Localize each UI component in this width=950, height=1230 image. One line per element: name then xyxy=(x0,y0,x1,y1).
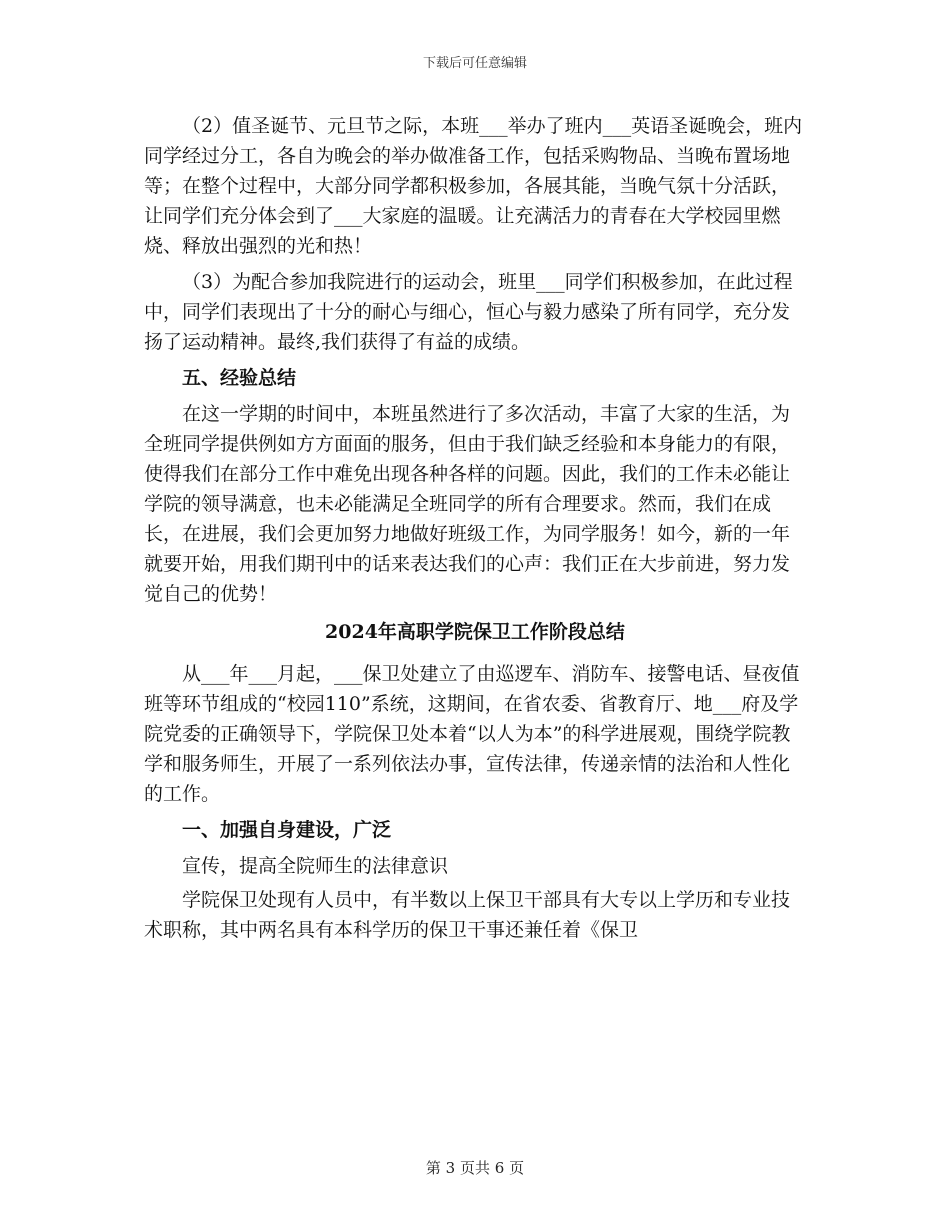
subheading-legal-awareness: 宣传，提高全院师生的法律意识 xyxy=(182,855,449,877)
document-title: 2024年高职学院保卫工作阶段总结 xyxy=(325,621,625,643)
document-body xyxy=(144,111,806,945)
heading-self-construction: 一、加强自身建设，广泛 xyxy=(182,819,392,841)
page-header: 下载后可任意编辑 xyxy=(422,56,527,71)
paragraph-security-staff: 学院保卫处现有人员中，有半数以上保卫干部具有大专以上学历和专业技术职称，其中两名具有本科学历的保卫干事还兼任着《保卫 xyxy=(144,889,791,941)
paragraph-sports-meeting: （3）为配合参加我院进行的运动会，班里___同学们积极参加，在此过程中，同学们表现出了十分的耐心与细心，恒心与毅力感染了所有同学，充分发扬了运动精神。最终,我们获得了有益的成绩。 xyxy=(144,271,793,353)
paragraph-security-intro: 从___年___月起，___保卫处建立了由巡逻车、消防车、接警电话、昼夜值班等环节组成的“校园110”系统，这期间，在省农委、省教育厅、地___府及学院党委的正确领导下，学院保卫处本着“以人为本”的科学进展观，围绕学院教学和服务师生，开展了一系列依法办事，宣传法律，传递亲情的法治和人性化的工作。 xyxy=(144,663,800,805)
paragraph-christmas-party: （2）值圣诞节、元旦节之际，本班___举办了班内___英语圣诞晚会，班内同学经过分工，各自为晚会的举办做准备工作，包括采购物品、当晚布置场地等；在整个过程中，大部分同学都积极参加，各展其能，当晚气氛十分活跃，让同学们充分体会到了___大家庭的温暖。让充满活力的青春在大学校园里燃烧、释放出强烈的光和热！ xyxy=(144,115,803,257)
page-footer: 第 3 页共 6 页 xyxy=(425,1159,525,1177)
heading-experience-summary: 五、经验总结 xyxy=(182,367,297,389)
paragraph-experience-summary: 在这一学期的时间中，本班虽然进行了多次活动，丰富了大家的生活，为全班同学提供例如方方面面的服务，但由于我们缺乏经验和本身能力的有限，使得我们在部分工作中难免出现各种各样的问题。因此，我们的工作未必能让学院的领导满意，也未必能满足全班同学的所有合理要求。然而，我们在成长，在进展，我们会更加努力地做好班级工作，为同学服务！如今，新的一年就要开始，用我们期刊中的话来表达我们的心声：我们正在大步前进，努力发觉自己的优势！ xyxy=(144,403,791,605)
